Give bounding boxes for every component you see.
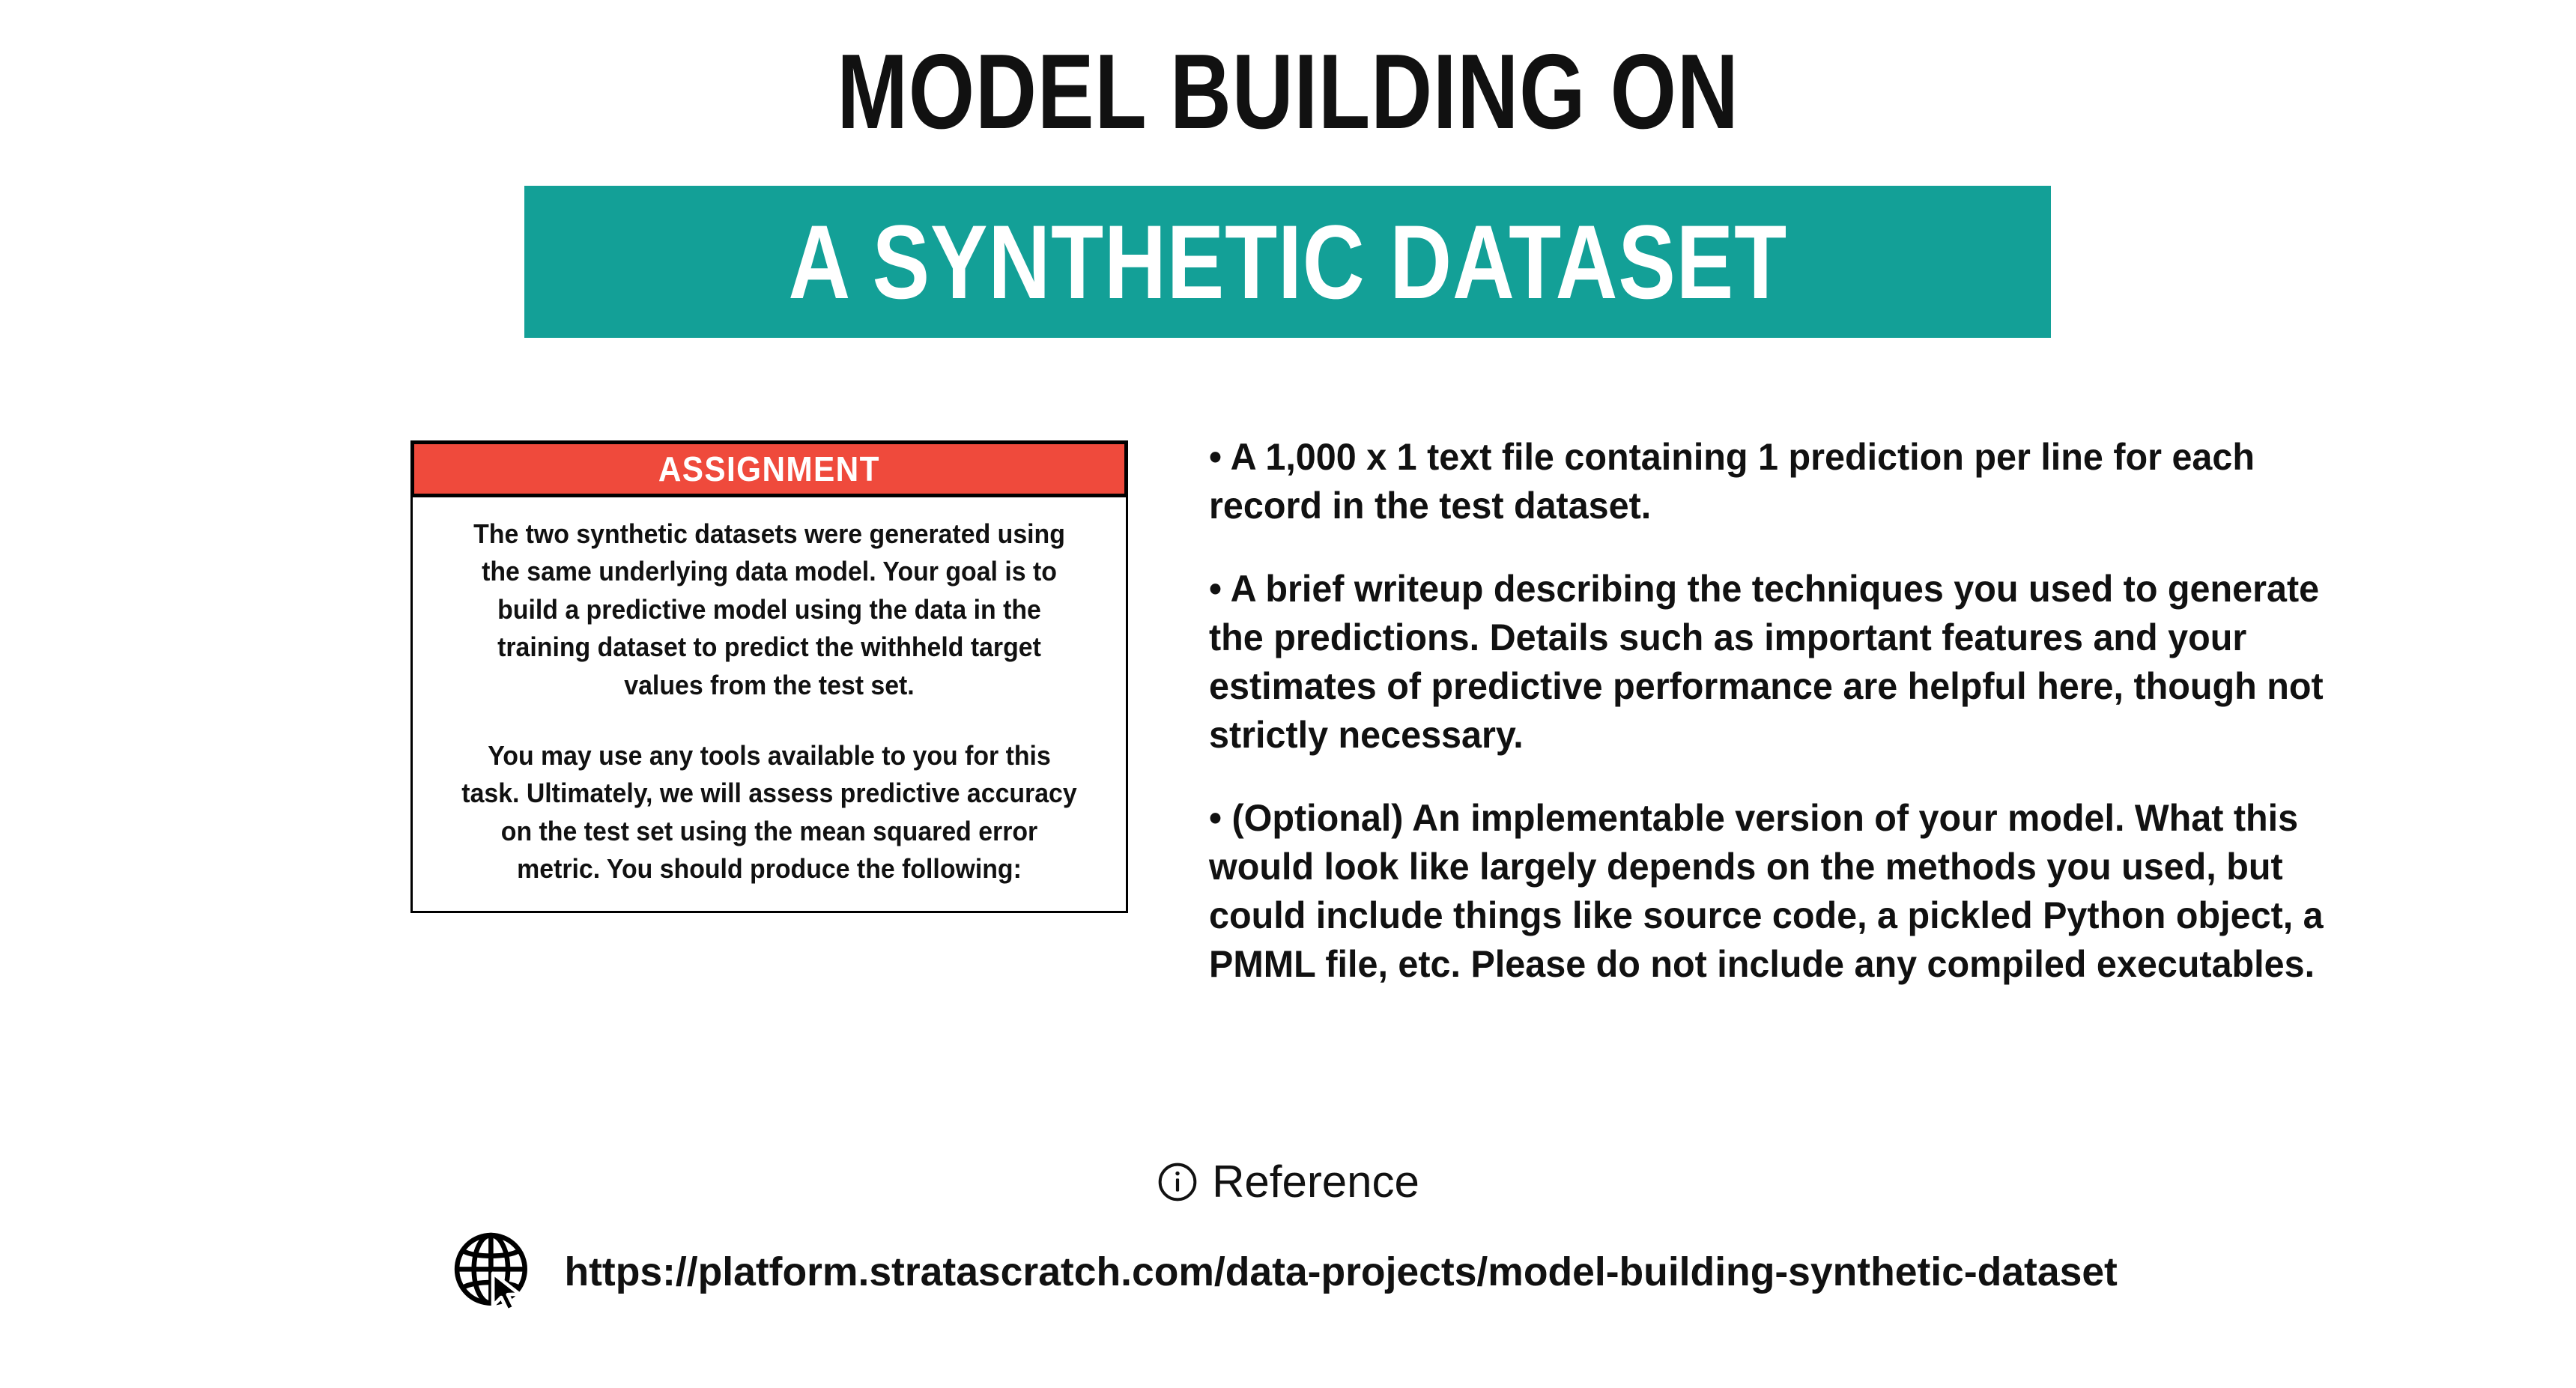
assignment-card (410, 440, 1128, 913)
page-title-line-1: MODEL BUILDING ON (837, 32, 1739, 151)
list-item: • (Optional) An implementable version of your model. What this would look like largely depends on the methods you used, but could include things like source code, a pickled Python object, a PMML file, etc. Please do not include any compiled executables. (1209, 797, 2324, 985)
globe-cursor-icon (450, 1228, 537, 1315)
assignment-paragraph: The two synthetic datasets were generated using the same underlying data model. Your goal is to build a predictive model using the data in the training dataset to predict the withheld target values from the test set. (473, 518, 1065, 700)
reference-label: Reference (1212, 1157, 1419, 1207)
page-title-line-2: A SYNTHETIC DATASET (788, 202, 1787, 321)
assignment-body (410, 497, 1128, 913)
info-circle-icon (1157, 1161, 1198, 1203)
list-item: • A brief writeup describing the techniques you used to generate the predictions. Details such as important features and your estimates of predictive performance are helpful here, though not strictly necessary. (1209, 568, 2324, 756)
deliverables-list (1209, 433, 2378, 989)
reference-heading (0, 1157, 2576, 1207)
reference-url-row (0, 1228, 2576, 1315)
assignment-header (410, 440, 1128, 497)
list-item: • A 1,000 x 1 text file containing 1 prediction per line for each record in the test dataset. (1209, 436, 2255, 527)
assignment-paragraph: You may use any tools available to you for this task. Ultimately, we will assess predictive accuracy on the test set using the mean squared error metric. You should produce the following: (461, 739, 1077, 885)
title-banner (524, 186, 2051, 338)
assignment-header-label: ASSIGNMENT (658, 449, 880, 488)
reference-url[interactable]: https://platform.stratascratch.com/data-projects/model-building-synthetic-dataset (564, 1249, 2118, 1294)
